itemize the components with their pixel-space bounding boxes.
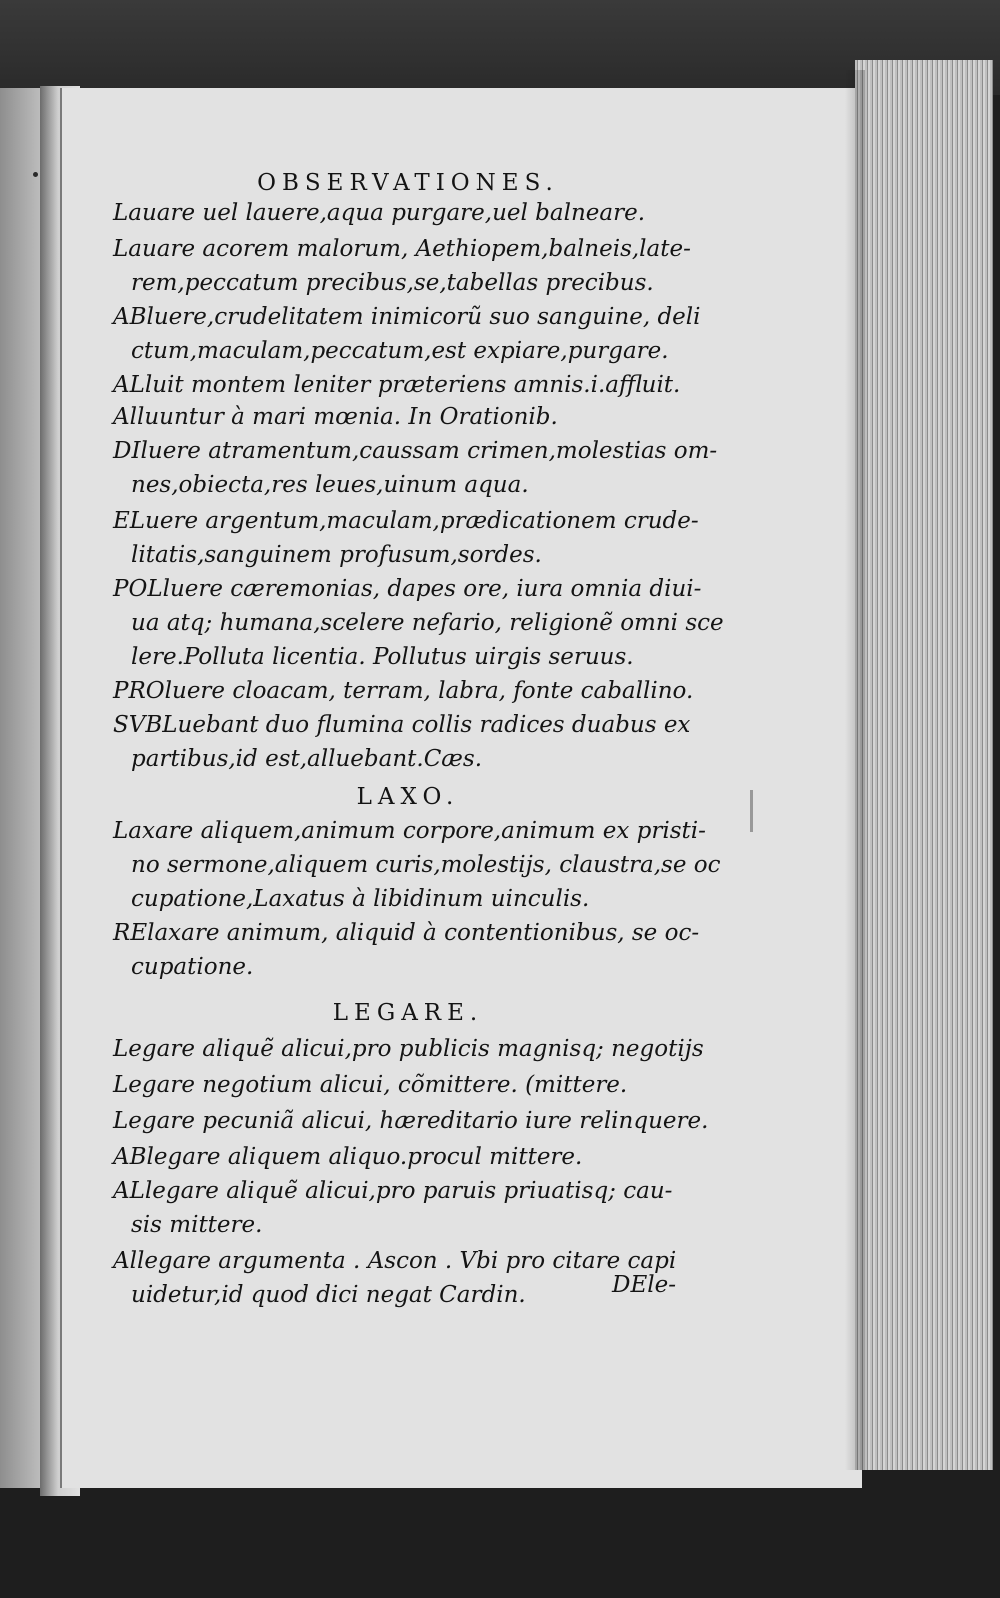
- section-heading-laxo: LAXO.: [356, 784, 460, 810]
- entry-line: Allegare argumenta . Ascon . Vbi pro citare capi: [113, 1248, 677, 1274]
- page-edge-shadow: [845, 70, 865, 1470]
- entry-line: PROluere cloacam, terram, labra, fonte caballino.: [113, 678, 694, 704]
- entry-line: SVBLuebant duo flumina collis radices duabus ex: [113, 712, 691, 738]
- running-head: OBSERVATIONES.: [257, 170, 559, 196]
- entry-line: rem,peccatum precibus,se,tabellas precibus.: [131, 270, 654, 296]
- entry-line: ABlegare aliquem aliquo.procul mittere.: [113, 1144, 583, 1170]
- page-block-edge: [855, 60, 993, 1470]
- margin-dot: [33, 172, 38, 177]
- entry-line: partibus,id est,alluebant.Cæs.: [131, 746, 483, 772]
- entry-line: ctum,maculam,peccatum,est expiare,purgare.: [131, 338, 669, 364]
- entry-line: uidetur,id quod dici negat Cardin.: [131, 1282, 526, 1308]
- entry-line: nes,obiecta,res leues,uinum aqua.: [131, 472, 529, 498]
- entry-line: Lauare acorem malorum, Aethiopem,balneis,late-: [113, 236, 691, 262]
- entry-line: ALlegare aliquẽ alicui,pro paruis priuatisq; cau-: [113, 1178, 673, 1204]
- entry-line: lere.Polluta licentia. Pollutus uirgis seruus.: [131, 644, 634, 670]
- margin-mark: [750, 790, 753, 832]
- entry-line: DIluere atramentum,caussam crimen,molestias om-: [113, 438, 718, 464]
- entry-line: Legare aliquẽ alicui,pro publicis magnisq; negotijs: [113, 1036, 704, 1062]
- entry-line: Lauare uel lauere,aqua purgare,uel balneare.: [113, 200, 646, 226]
- entry-line: Alluuntur à mari mœnia. In Orationib.: [113, 404, 558, 430]
- catchword: DEle-: [612, 1272, 676, 1298]
- entry-line: ALluit montem leniter præteriens amnis.i.affluit.: [113, 372, 681, 398]
- entry-line: sis mittere.: [131, 1212, 263, 1238]
- section-heading-legare: LEGARE.: [332, 1000, 484, 1026]
- entry-line: no sermone,aliquem curis,molestijs, claustra,se oc: [131, 852, 721, 878]
- entry-line: ABluere,crudelitatem inimicorũ suo sanguine, deli: [113, 304, 701, 330]
- entry-line: ua atq; humana,scelere nefario, religionẽ omni sce: [131, 610, 724, 636]
- entry-line: cupatione.: [131, 954, 254, 980]
- entry-line: POLluere cæremonias, dapes ore, iura omnia diui-: [113, 576, 702, 602]
- entry-line: cupatione,Laxatus à libidinum uinculis.: [131, 886, 590, 912]
- entry-line: Legare negotium alicui, cõmittere. (mittere.: [113, 1072, 628, 1098]
- entry-line: Laxare aliquem,animum corpore,animum ex pristi-: [113, 818, 706, 844]
- entry-line: litatis,sanguinem profusum,sordes.: [131, 542, 542, 568]
- entry-line: Legare pecuniã alicui, hæreditario iure relinquere.: [113, 1108, 709, 1134]
- entry-line: RElaxare animum, aliquid à contentionibus, se oc-: [113, 920, 700, 946]
- entry-line: ELuere argentum,maculam,prædicationem crude-: [113, 508, 699, 534]
